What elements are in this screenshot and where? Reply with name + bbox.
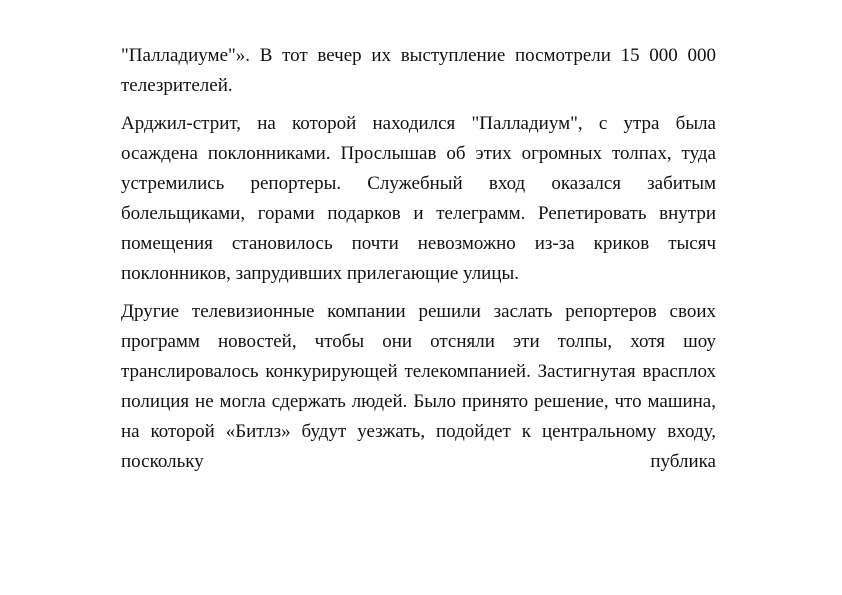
- paragraph-2: Арджил-стрит, на которой находился "Палладиум", с утра была осаждена поклонниками. Прослышав об этих огромных толпах, туда устремились репортеры. Служебный вход оказался забитым болельщиками, горами подарков и телеграмм. Репетировать внутри помещения становилось почти невозможно из-за криков тысяч поклонников, запрудивших прилегающие улицы.: [121, 113, 716, 284]
- document-body: [121, 41, 716, 485]
- paragraph-1: "Палладиуме"». В тот вечер их выступление посмотрели 15 000 000 телезрителей.: [121, 45, 716, 96]
- paragraph-3: Другие телевизионные компании решили заслать репортеров своих программ новостей, чтобы они отсняли эти толпы, хотя шоу транслировалось конкурирующей телекомпанией. Застигнутая врасплох полиция не могла сдержать людей. Было принято решение, что машина, на которой «Битлз» будут уезжать, подойдет к центральному входу, поскольку публика: [121, 301, 716, 472]
